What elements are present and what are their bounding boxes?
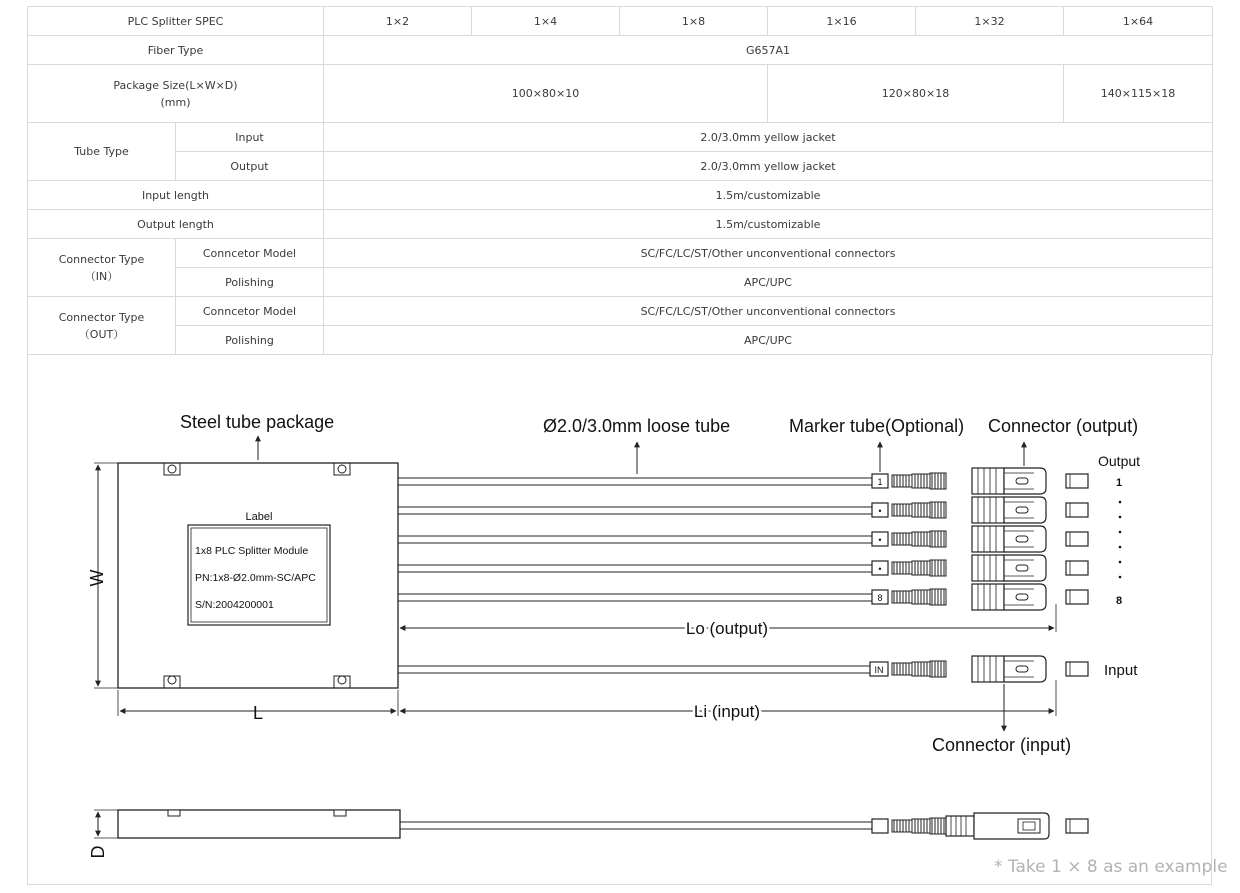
output-fiber — [398, 497, 1088, 523]
connector-input-label: Connector (input) — [932, 735, 1072, 755]
output-length-label: Output length — [28, 210, 324, 239]
output-fiber — [398, 584, 1088, 610]
dim-w-label: W — [87, 569, 107, 587]
input-length-value: 1.5m/customizable — [324, 181, 1213, 210]
output-title: Output — [1098, 453, 1141, 469]
package-size-b: 120×80×18 — [768, 65, 1064, 123]
connector-out-polishing-label: Polishing — [176, 326, 324, 355]
ratio-cell: 1×2 — [324, 7, 472, 36]
marker-tube-label: Marker tube(Optional) — [789, 416, 965, 436]
connector-out-label-line1: Connector Type — [58, 310, 145, 324]
marker-tube-1: 1 — [877, 477, 883, 487]
connector-in-model-label: Conncetor Model — [176, 239, 324, 268]
dim-li-label: Li (input) — [693, 702, 761, 721]
marker-tube: • — [878, 506, 882, 516]
package-size-label-line1: Package Size(L×W×D) — [113, 78, 238, 92]
connector-in-model-value: SC/FC/LC/ST/Other unconventional connectors — [324, 239, 1213, 268]
marker-tube: • — [878, 535, 882, 545]
input-label: Input — [1104, 662, 1138, 679]
connector-in-label-line1: Connector Type — [58, 252, 145, 266]
tube-input-label: Input — [176, 123, 324, 152]
tube-output-value: 2.0/3.0mm yellow jacket — [324, 152, 1213, 181]
connector-out-label-line2: （OUT） — [78, 327, 125, 341]
connector-out-model-label: Conncetor Model — [176, 297, 324, 326]
output-fiber — [398, 468, 1088, 494]
fiber-type-value: G657A1 — [324, 36, 1213, 65]
connector-out-polishing-value: APC/UPC — [324, 326, 1213, 355]
marker-tube-8: 8 — [877, 593, 883, 603]
label-line-3: S/N:2004200001 — [195, 599, 274, 611]
connector-out-model-value: SC/FC/LC/ST/Other unconventional connectors — [324, 297, 1213, 326]
steel-tube-label: Steel tube package — [180, 412, 335, 432]
side-view — [118, 810, 1088, 839]
dim-d-label: D — [88, 845, 108, 859]
fiber-type-label: Fiber Type — [28, 36, 324, 65]
output-dots — [1119, 501, 1122, 579]
output-length-value: 1.5m/customizable — [324, 210, 1213, 239]
dim-l-label: L — [252, 703, 264, 723]
dim-lo-label: Lo (output) — [685, 619, 769, 638]
ratio-cell: 1×32 — [916, 7, 1064, 36]
package-size-c: 140×115×18 — [1064, 65, 1213, 123]
ratio-cell: 1×64 — [1064, 7, 1213, 36]
connector-in-polishing-label: Polishing — [176, 268, 324, 297]
label-line-2: PN:1x8-Ø2.0mm-SC/APC — [195, 572, 316, 584]
output-number-first: 1 — [1116, 477, 1123, 489]
output-number-last: 8 — [1116, 595, 1123, 607]
output-fiber — [398, 555, 1088, 581]
tube-input-value: 2.0/3.0mm yellow jacket — [324, 123, 1213, 152]
footnote: * Take 1 × 8 as an example — [994, 857, 1228, 877]
ratio-cell: 1×8 — [620, 7, 768, 36]
marker-tube: • — [878, 564, 882, 574]
ratio-cell: 1×4 — [472, 7, 620, 36]
tube-type-label: Tube Type — [28, 123, 176, 181]
input-length-label: Input length — [28, 181, 324, 210]
input-fiber — [398, 656, 1088, 682]
spec-header: PLC Splitter SPEC — [28, 7, 324, 36]
marker-tube-in: IN — [874, 665, 884, 675]
output-fiber — [398, 526, 1088, 552]
connector-in-label-line2: （IN） — [84, 269, 119, 283]
package-size-a: 100×80×10 — [324, 65, 768, 123]
tube-output-label: Output — [176, 152, 324, 181]
connector-in-polishing-value: APC/UPC — [324, 268, 1213, 297]
ratio-cell: 1×16 — [768, 7, 916, 36]
label-title: Label — [245, 511, 273, 523]
connector-output-label: Connector (output) — [988, 416, 1139, 436]
package-size-label-line2: (mm) — [160, 95, 191, 109]
label-line-1: 1x8 PLC Splitter Module — [195, 545, 309, 557]
loose-tube-label: Ø2.0/3.0mm loose tube — [543, 416, 731, 436]
